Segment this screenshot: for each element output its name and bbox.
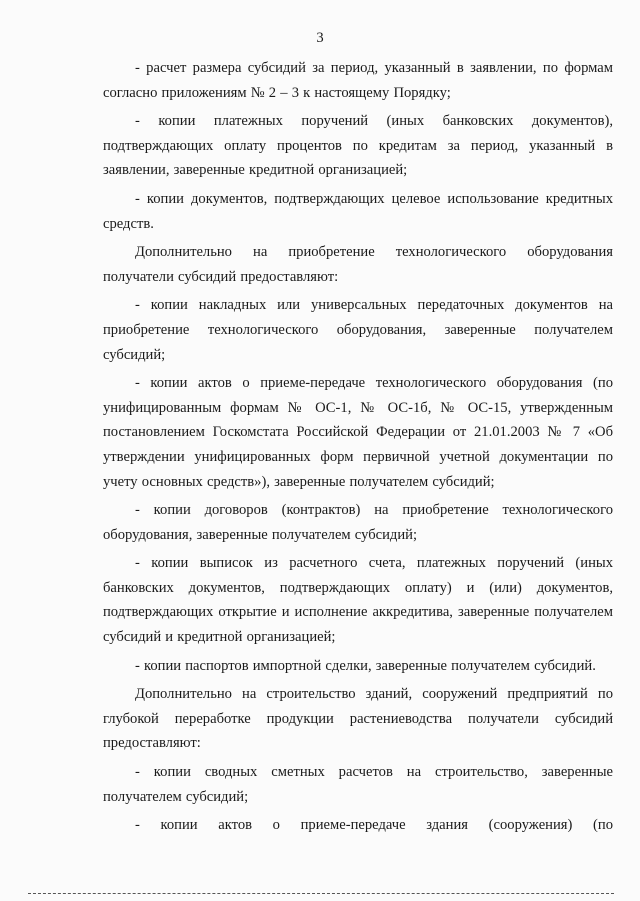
paragraph: - копии платежных поручений (иных банковских документов), подтверждающих оплату процентов по кредитам за период, указанный в заявлении, заверенные кредитной организацией; (103, 113, 613, 179)
paragraph-last: - копии актов о приеме-передаче здания (сооружения) (по (135, 817, 613, 834)
paragraph: - копии договоров (контрактов) на приобретение технологического оборудования, заверенные получателем субсидий; (103, 502, 613, 543)
paragraph: - копии накладных или универсальных передаточных документов на приобретение технологического оборудования, заверенные получателем субсидий; (103, 297, 613, 363)
paragraph: - копии паспортов импортной сделки, заверенные получателем субсидий. (135, 657, 596, 674)
page-bottom-rule (28, 893, 614, 894)
paragraph: - копии выписок из расчетного счета, платежных поручений (иных банковских документов, подтверждающих оплату) и (или) документов, подтверждающих открытие и исполнение аккредитива, заверенные получателем субсидий и кредитной организацией; (103, 555, 613, 646)
paragraph: Дополнительно на приобретение технологического оборудования получатели субсидий предоставляют: (103, 244, 613, 285)
paragraph: - копии сводных сметных расчетов на строительство, заверенные получателем субсидий; (103, 764, 613, 805)
paragraph: - копии документов, подтверждающих целевое использование кредитных средств. (103, 190, 613, 232)
document-body (103, 56, 613, 842)
paragraph: - расчет размера субсидий за период, указанный в заявлении, по формам согласно приложениям № 2 – 3 к настоящему Порядку; (103, 60, 613, 101)
paragraph: Дополнительно на строительство зданий, сооружений предприятий по глубокой переработке продукции растениеводства получатели субсидий предоставляют: (103, 686, 613, 752)
paragraph: - копии актов о приеме-передаче технологического оборудования (по унифицированным формам № ОС-1, № ОС-1б, № ОС-15, утвержденным постановлением Госкомстата Российской Федерации от 21.01.2003 № 7 «Об утверждении унифицированных форм первичной учетной документации по учету основных средств»), заверенные получателем субсидий; (103, 375, 613, 490)
page-number: 3 (316, 30, 324, 46)
